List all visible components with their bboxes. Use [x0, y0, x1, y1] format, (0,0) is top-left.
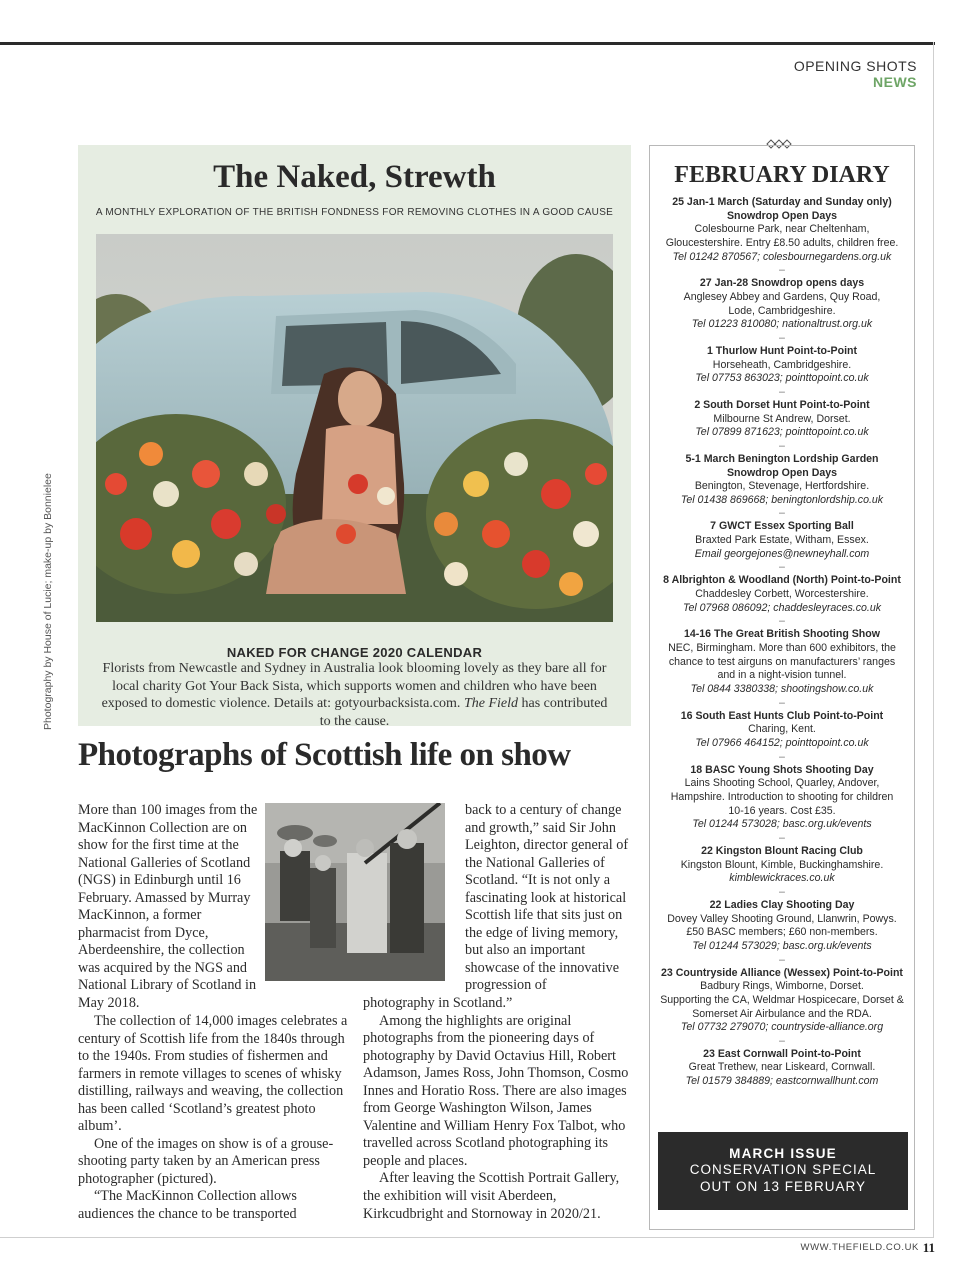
article-paragraph: The collection of 14,000 images celebrates a century of Scottish life from the 1840s through to the 1940s. From studies of fishermen and farmers in remote villages to scenes of whisky distilling, railways and weaving, the collection has been called ‘Scotland’s greatest photo album’.	[78, 1013, 348, 1135]
diary-entry	[650, 899, 914, 954]
diary-entry-details: £50 BASC members; £60 non-members.	[686, 926, 878, 939]
page-number: 11	[922, 1240, 935, 1255]
diary-entry	[650, 345, 914, 386]
diary-separator: –	[779, 615, 785, 628]
calendar-caption-end: has contributed to the cause.	[319, 696, 608, 729]
diary-entry-details: Somerset Air Airbulance and the RDA.	[692, 1007, 872, 1020]
diary-entry-details: Great Trethew, near Liskeard, Cornwall.	[688, 1061, 876, 1074]
diary-entry-heading: 5-1 March Benington Lordship Garden	[685, 452, 879, 465]
diary-entry-heading: 1 Thurlow Hunt Point-to-Point	[706, 344, 858, 357]
diary-entry-contact: kimblewickraces.co.uk	[729, 872, 835, 885]
grouse-shooting-photo	[265, 803, 445, 981]
diary-entry-details: and in a night-vision tunnel.	[717, 669, 847, 682]
diary-separator: –	[779, 331, 785, 344]
article-paragraph: “The MacKinnon Collection allows audiences the chance to be transported	[78, 1188, 297, 1223]
article-paragraph	[465, 802, 631, 995]
diary-entry-heading: 16 South East Hunts Club Point-to-Point	[680, 709, 884, 722]
diary-entry-heading: 18 BASC Young Shots Shooting Day	[690, 763, 874, 776]
naked-feature-box	[78, 145, 631, 729]
diary-separator: –	[779, 1034, 785, 1047]
diary-separator: –	[779, 885, 785, 898]
diary-separator: –	[779, 696, 785, 709]
diary-entry-contact: Tel 07966 464152; pointtopoint.co.uk	[695, 737, 869, 749]
diary-entry-heading: Snowdrop Open Days	[726, 466, 838, 479]
diary-entry-contact: Tel 01242 870567; colesbournegardens.org.uk	[672, 250, 892, 263]
march-issue-line-3: OUT ON 13 FEBRUARY	[699, 1179, 867, 1194]
diary-entry-details: Braxted Park Estate, Witham, Essex.	[695, 534, 869, 547]
diary-entry-details: Chaddesley Corbett, Worcestershire.	[695, 588, 869, 601]
top-rule	[0, 42, 935, 45]
diary-entry-contact: Tel 01244 573029; basc.org.uk/events	[692, 939, 872, 952]
diary-entry-details: Horseheath, Cambridgeshire.	[712, 358, 852, 371]
article-column-1-bottom	[78, 1013, 350, 1224]
diary-entry-contact: Email georgejones@newneyhall.com	[694, 547, 870, 560]
article-paragraph-continued: photography in Scotland.”	[363, 995, 513, 1011]
calendar-caption-text: Florists from Newcastle and Sydney in Australia look blooming lovely as they bare all for local charity Got Your Back Sista, which supports women and children who have been exposed to domestic violence. Details at: gotyourbacksista.com.	[101, 661, 607, 711]
article-paragraph: Among the highlights are original photographs from the pioneering days of photography by David Octavius Hill, Robert Adamson, James Ross, John Thomson, Cosmo Innes and Horatio Ross. There are also images from George Washington Wilson, James Valentine and William Henry Fox Talbot, who travelled across Scotland photographing its people and places.	[363, 1012, 629, 1169]
diary-entry-heading: 23 East Cornwall Point-to-Point	[703, 1047, 861, 1060]
section-line-2: NEWS	[873, 74, 917, 90]
diary-entry-details: Badbury Rings, Wimborne, Dorset.	[700, 980, 864, 993]
diary-entry-details: Gloucestershire. Entry £8.50 adults, children free.	[665, 236, 899, 249]
diary-entry-details: NEC, Birmingham. More than 600 exhibitors, the	[668, 642, 896, 655]
diary-entry	[650, 1048, 914, 1089]
right-rule	[933, 42, 934, 1238]
article-paragraph: After leaving the Scottish Portrait Gallery, the exhibition will visit Aberdeen, Kirkcudbright and Stornoway in 2020/21.	[363, 1170, 620, 1222]
article-paragraph: More than 100 images from the MacKinnon Collection are on show for the first time at the National Galleries of Scotland (NGS) in Edinburgh until 16 February. Amassed by Murray MacKinnon, a former pharmacist from Dyce, Aberdeenshire, the collection was acquired by the NGS and National Library of Scotland in May 2018.	[78, 802, 258, 1012]
photo-credit: Photography by House of Lucie; make-up by Bonnielee	[42, 473, 54, 730]
diary-entry-contact: Tel 01579 384889; eastcornwallhunt.com	[685, 1075, 879, 1088]
diary-entry	[650, 399, 914, 440]
diary-entry-details: Colesbourne Park, near Cheltenham,	[694, 223, 870, 236]
bottom-rule	[0, 1237, 934, 1238]
section-label	[794, 58, 917, 90]
diary-entry-contact: Tel 01244 573028; basc.org.uk/events	[692, 818, 872, 831]
diary-entry-heading: 27 Jan-28 Snowdrop opens days	[699, 277, 865, 290]
diary-entry	[650, 845, 914, 886]
article-column-1-top	[78, 802, 258, 1013]
diary-entry-contact: Tel 07753 863023; pointtopoint.co.uk	[695, 372, 869, 385]
calendar-caption-heading: NAKED FOR CHANGE 2020 CALENDAR	[226, 645, 483, 660]
diary-separator: –	[779, 439, 785, 452]
article-paragraph-part: back to a century of change and growth,” said Sir John Leighton, director general of the National Galleries of Scotland. “It is not only a fascinating look at historical Scottish life that sits just on the edge of living memory, but also an important showcase of the innovative progression of	[465, 802, 629, 994]
naked-subtitle: A MONTHLY EXPLORATION OF THE BRITISH FONDNESS FOR REMOVING CLOTHES IN A GOOD CAUSE	[95, 207, 614, 218]
diary-entry-details: Benington, Stevenage, Hertfordshire.	[694, 480, 870, 493]
diary-separator: –	[779, 750, 785, 763]
calendar-caption	[96, 660, 613, 730]
diary-entry-details: 10-16 years. Cost £35.	[728, 804, 836, 817]
diary-entry-heading: 2 South Dorset Hunt Point-to-Point	[694, 398, 870, 411]
diary-title: FEBRUARY DIARY	[674, 162, 890, 188]
diary-entry-details: Dovey Valley Shooting Ground, Llanwrin, Powys.	[667, 912, 897, 925]
diary-entry	[650, 710, 914, 751]
diary-separator: –	[779, 561, 785, 574]
article-column-2-bottom	[363, 995, 633, 1223]
diary-entry	[650, 628, 914, 696]
article-paragraph: One of the images on show is of a grouse-shooting party taken by an American press photographer (pictured).	[78, 1135, 334, 1187]
diary-entry	[650, 967, 914, 1035]
diary-entry	[650, 520, 914, 561]
diary-entry-heading: 7 GWCT Essex Sporting Ball	[710, 520, 854, 533]
diary-separator: –	[779, 507, 785, 520]
diary-entry-heading: Snowdrop Open Days	[726, 209, 838, 222]
diary-entry-details: chance to test airguns on manufacturers’ ranges	[668, 655, 896, 668]
naked-title: The Naked, Strewth	[213, 159, 496, 195]
calendar-photo	[96, 234, 613, 622]
diary-entry-details: Lode, Cambridgeshire.	[728, 304, 836, 317]
march-issue-banner	[658, 1132, 908, 1210]
diary-entry-details: Hampshire. Introduction to shooting for children	[670, 790, 894, 803]
diary-separator: –	[779, 953, 785, 966]
section-line-1: OPENING SHOTS	[793, 58, 917, 74]
article-column-2-top	[465, 802, 631, 995]
diary-list	[650, 196, 914, 1089]
diary-entry	[650, 574, 914, 615]
diary-entry-heading: 22 Ladies Clay Shooting Day	[709, 898, 855, 911]
diary-entry-contact: Tel 0844 3380338; shootingshow.co.uk	[690, 683, 874, 696]
footer-site: WWW.THEFIELD.CO.UK	[800, 1242, 919, 1253]
march-issue-line-2: CONSERVATION SPECIAL	[689, 1162, 877, 1177]
diary-entry-contact: Tel 07732 279070; countryside-alliance.org	[680, 1021, 884, 1034]
diary-entry	[650, 764, 914, 832]
diary-separator: –	[779, 385, 785, 398]
calendar-photo-illustration	[96, 234, 613, 622]
diary-entry-details: Milbourne St Andrew, Dorset.	[713, 412, 851, 425]
diary-entry	[650, 196, 914, 264]
diary-entry-heading: 8 Albrighton & Woodland (North) Point-to-Point	[663, 574, 901, 587]
diary-entry-details: Supporting the CA, Weldmar Hospicecare, Dorset &	[660, 993, 904, 1006]
diary-entry-details: Lains Shooting School, Quarley, Andover,	[684, 777, 880, 790]
diary-entry-heading: 25 Jan-1 March (Saturday and Sunday only)	[672, 196, 892, 208]
diary-entry-contact: Tel 01223 810080; nationaltrust.org.uk	[691, 318, 873, 331]
diary-entry-contact: Tel 07899 871623; pointtopoint.co.uk	[695, 426, 869, 439]
diary-entry-heading: 23 Countryside Alliance (Wessex) Point-to-Point	[661, 966, 903, 979]
diary-entry-details: Charing, Kent.	[748, 723, 816, 736]
diary-entry-contact: Tel 07968 086092; chaddesleyraces.co.uk	[682, 601, 882, 614]
diary-entry-heading: 14-16 The Great British Shooting Show	[683, 628, 880, 641]
march-issue-line-1: MARCH ISSUE	[729, 1146, 837, 1161]
diary-entry-heading: 22 Kingston Blount Racing Club	[701, 844, 863, 857]
diary-separator: –	[779, 831, 785, 844]
diary-entry	[650, 277, 914, 332]
diary-entry-contact: Tel 01438 869668; beningtonlordship.co.uk	[680, 493, 884, 506]
diary-entry	[650, 453, 914, 508]
diary-separator: –	[779, 264, 785, 277]
publication-name: The Field	[463, 696, 518, 711]
diary-entry-details: Kingston Blount, Kimble, Buckinghamshire.	[680, 858, 884, 871]
february-diary	[649, 145, 915, 1230]
diary-entry-details: Anglesey Abbey and Gardens, Quy Road,	[683, 290, 881, 303]
grouse-shooting-illustration	[265, 803, 445, 981]
article-title: Photographs of Scottish life on show	[78, 737, 571, 773]
